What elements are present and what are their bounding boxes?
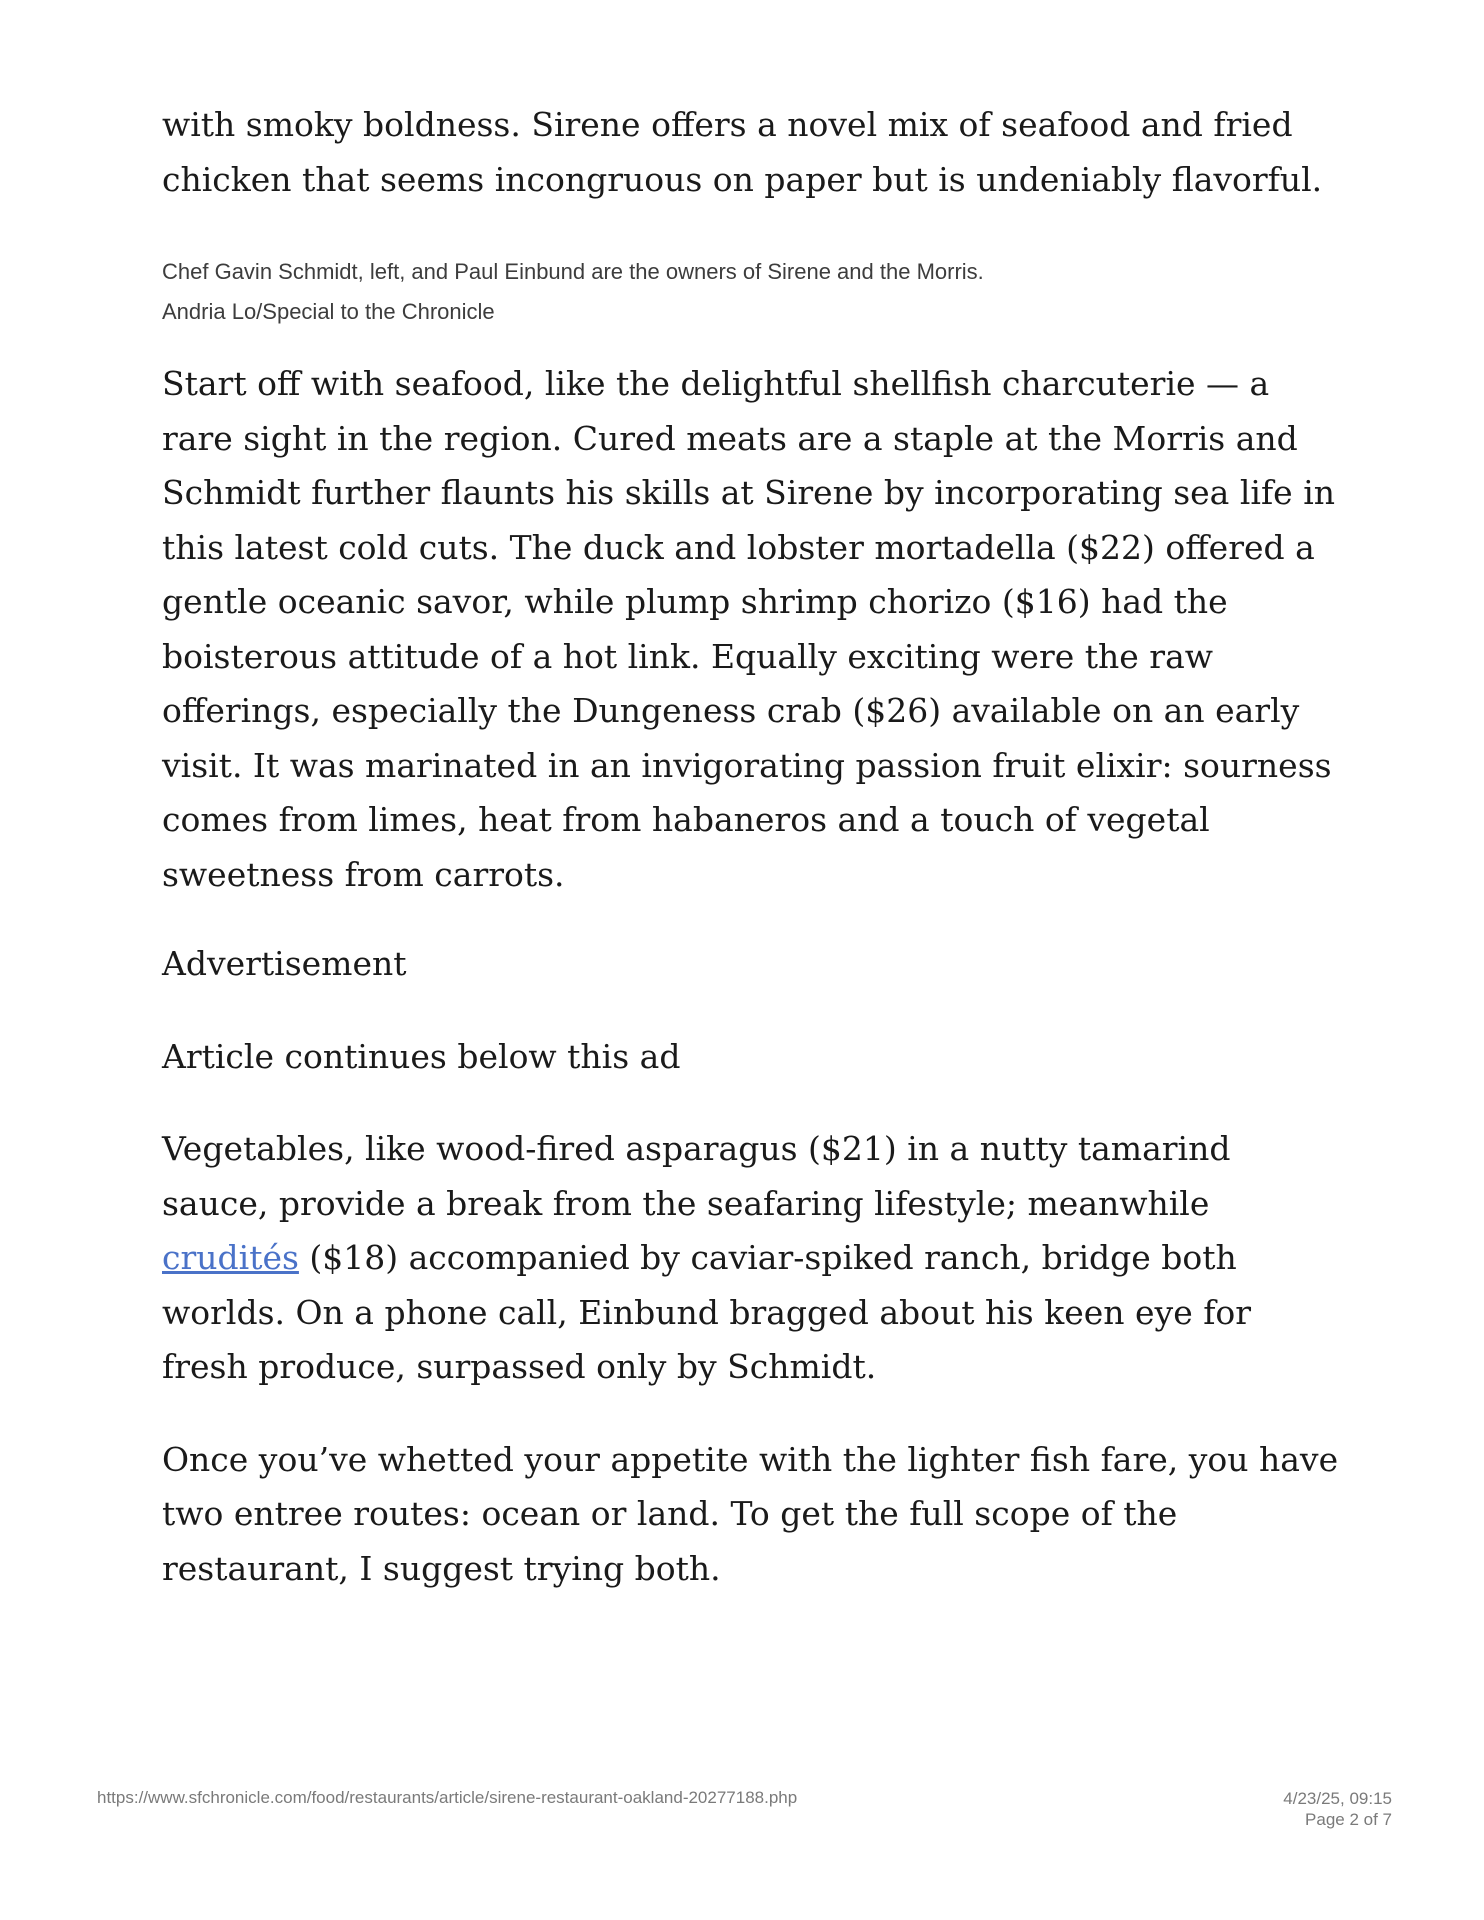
advertisement-label: Advertisement bbox=[162, 944, 407, 983]
vegetables-paragraph bbox=[162, 1122, 1342, 1395]
seafood-paragraph: Start off with seafood, like the delightful shellfish charcuterie — a rare sight in the region. Cured meats are a staple at the Morris and Schmidt further flaunts his skills at Sirene by incorporating sea life in this latest cold cuts. The duck and lobster mortadella ($22) offered a gentle oceanic savor, while plump shrimp chorizo ($16) had the boisterous attitude of a hot link. Equally exciting were the raw offerings, especially the Dungeness crab ($26) available on an early visit. It was marinated in an invigorating passion fruit elixir: sourness comes from limes, heat from habaneros and a touch of vegetal sweetness from carrots. bbox=[162, 364, 1335, 894]
footer-meta bbox=[1283, 1788, 1392, 1830]
footer-page-number: Page 2 of 7 bbox=[1305, 1810, 1392, 1829]
crudites-link[interactable]: crudités bbox=[162, 1238, 299, 1277]
photo-caption-block bbox=[162, 247, 1342, 327]
footer-url: https://www.sfchronicle.com/food/restaurants/article/sirene-restaurant-oakland-20277188.php bbox=[97, 1788, 798, 1807]
article-body bbox=[162, 98, 1342, 1634]
photo-credit: Andria Lo/Special to the Chronicle bbox=[162, 299, 495, 324]
photo-caption: Chef Gavin Schmidt, left, and Paul Einbund are the owners of Sirene and the Morris. bbox=[162, 259, 984, 284]
entrees-paragraph: Once you’ve whetted your appetite with the lighter fish fare, you have two entree routes: ocean or land. To get the full scope of the restaurant, I suggest trying both. bbox=[162, 1439, 1339, 1588]
footer-datetime: 4/23/25, 09:15 bbox=[1283, 1789, 1392, 1808]
vegetables-text-before: Vegetables, like wood-fired asparagus ($21) in a nutty tamarind sauce, provide a break from the seafaring lifestyle; meanwhile bbox=[162, 1129, 1231, 1223]
intro-paragraph: with smoky boldness. Sirene offers a novel mix of seafood and fried chicken that seems incongruous on paper but is undeniably flavorful. bbox=[162, 105, 1323, 199]
vegetables-text-after: ($18) accompanied by caviar-spiked ranch, bridge both worlds. On a phone call, Einbund bragged about his keen eye for fresh produce, surpassed only by Schmidt. bbox=[162, 1238, 1252, 1386]
ad-continue-label: Article continues below this ad bbox=[162, 1036, 681, 1076]
